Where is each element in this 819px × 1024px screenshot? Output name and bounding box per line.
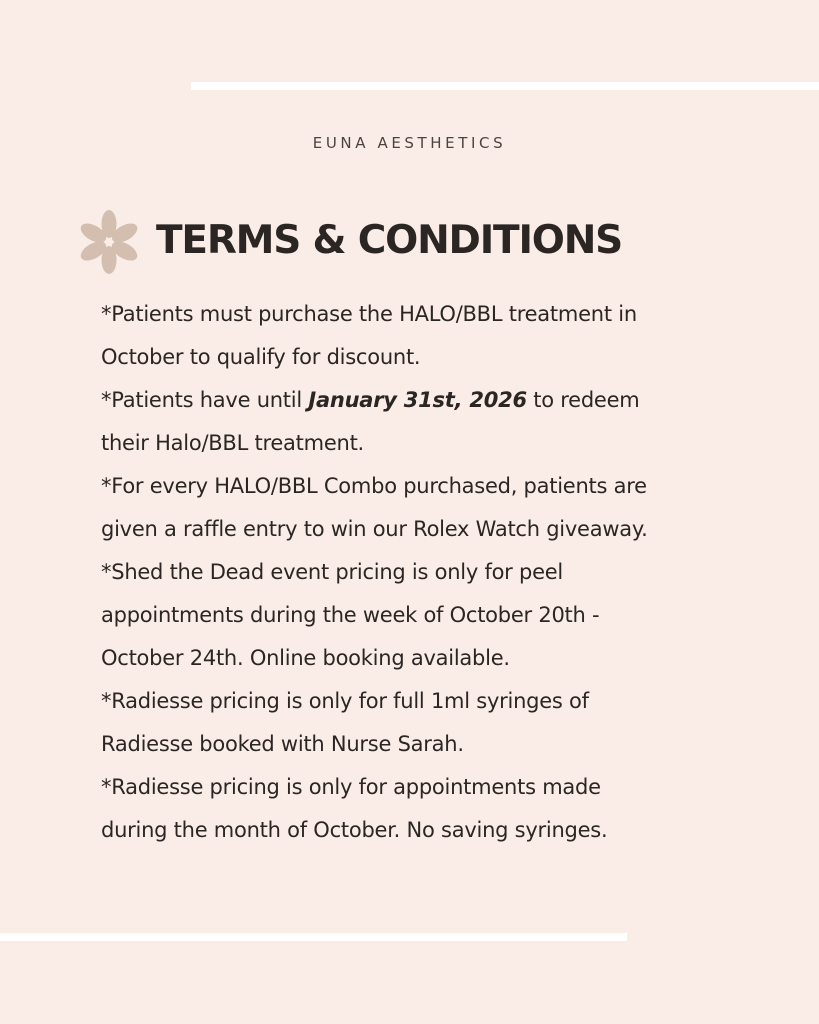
term-item	[101, 293, 801, 379]
term-line: Radiesse booked with Nurse Sarah.	[101, 732, 464, 756]
term-line: during the month of October. No saving syringes.	[101, 818, 608, 842]
term-item	[101, 379, 801, 465]
term-line: their Halo/BBL treatment.	[101, 431, 364, 455]
bottom-divider	[0, 933, 627, 941]
term-line: *Radiesse pricing is only for full 1ml syringes of	[101, 689, 589, 713]
term-line: given a raffle entry to win our Rolex Watch giveaway.	[101, 517, 648, 541]
term-item	[101, 551, 801, 680]
term-line: appointments during the week of October 20th -	[101, 603, 600, 627]
term-text: to redeem	[526, 388, 640, 412]
term-text: *Patients have until	[101, 388, 309, 412]
term-item	[101, 766, 801, 852]
term-item	[101, 465, 801, 551]
term-line: *For every HALO/BBL Combo purchased, patients are	[101, 474, 647, 498]
top-divider	[191, 82, 819, 90]
term-line: October 24th. Online booking available.	[101, 646, 510, 670]
term-line: *Patients must purchase the HALO/BBL treatment in	[101, 302, 637, 326]
term-item	[101, 680, 801, 766]
term-line	[101, 379, 801, 422]
term-line: *Shed the Dead event pricing is only for peel	[101, 560, 563, 584]
term-line: *Radiesse pricing is only for appointments made	[101, 775, 601, 799]
brand-name: EUNA AESTHETICS	[312, 134, 507, 152]
redeem-deadline: January 31st, 2026	[308, 388, 527, 412]
page-title: TERMS & CONDITIONS	[156, 218, 623, 263]
flower-icon	[75, 206, 143, 278]
term-line: October to qualify for discount.	[101, 345, 421, 369]
terms-list	[101, 293, 801, 852]
